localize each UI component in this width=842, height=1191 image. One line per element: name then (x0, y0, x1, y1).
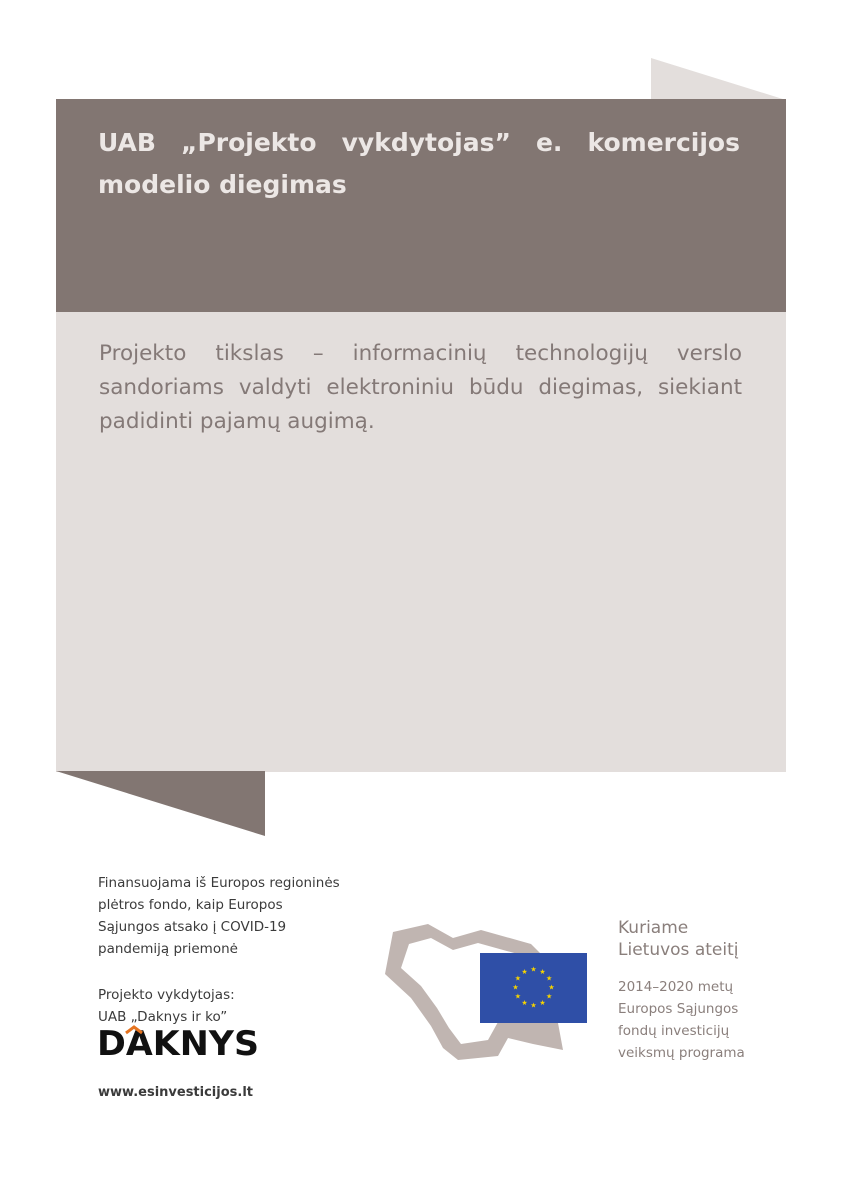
program-line: fondų investicijų (618, 1023, 730, 1039)
svg-text:★: ★ (514, 992, 522, 1001)
program-text (618, 976, 818, 1064)
executor-name: UAB „Daknys ir ko” (98, 1009, 228, 1025)
svg-text:★: ★ (545, 974, 553, 983)
svg-text:★: ★ (521, 999, 528, 1008)
program-line: Europos Sąjungos (618, 1001, 739, 1017)
executor-label: Projekto vykdytojas: (98, 987, 235, 1003)
eu-flag (480, 953, 587, 1023)
funding-line: pandemiją priemonė (98, 941, 238, 957)
svg-text:★: ★ (530, 965, 537, 974)
funding-statement (98, 872, 388, 960)
svg-text:★: ★ (539, 967, 546, 976)
daknys-logo (96, 1022, 262, 1060)
funding-line: plėtros fondo, kaip Europos (98, 897, 283, 913)
svg-text:★: ★ (548, 983, 555, 992)
svg-text:★: ★ (521, 967, 528, 976)
header-band (56, 99, 786, 312)
content-panel (56, 312, 786, 772)
svg-text:★: ★ (512, 983, 519, 992)
funding-line: Finansuojama iš Europos regioninės (98, 875, 340, 891)
website-text: www.esinvesticijos.lt (98, 1085, 253, 1100)
project-goal-text: Projekto tikslas – informacinių technologijų verslo sandoriams valdyti elektroniniu būdu diegimas, siekiant padidinti pajamų augimą. (99, 341, 742, 434)
svg-text:★: ★ (514, 974, 522, 983)
svg-text:DAKNYS: DAKNYS (97, 1024, 259, 1060)
slogan-line: Lietuvos ateitį (618, 940, 739, 960)
svg-text:★: ★ (530, 1001, 537, 1010)
svg-text:★: ★ (539, 999, 546, 1008)
program-line: veiksmų programa (618, 1045, 745, 1061)
top-fold-decoration (651, 58, 786, 100)
lithuania-map-eu-flag-emblem (383, 918, 589, 1060)
page-title: UAB „Projekto vykdytojas” e. komercijos modelio diegimas (98, 128, 740, 199)
bottom-fold-decoration (56, 771, 265, 836)
slogan-text (618, 917, 818, 961)
svg-text:★: ★ (545, 992, 553, 1001)
slogan-line: Kuriame (618, 918, 689, 938)
funding-line: Sąjungos atsako į COVID-19 (98, 919, 287, 935)
program-line: 2014–2020 metų (618, 979, 734, 995)
